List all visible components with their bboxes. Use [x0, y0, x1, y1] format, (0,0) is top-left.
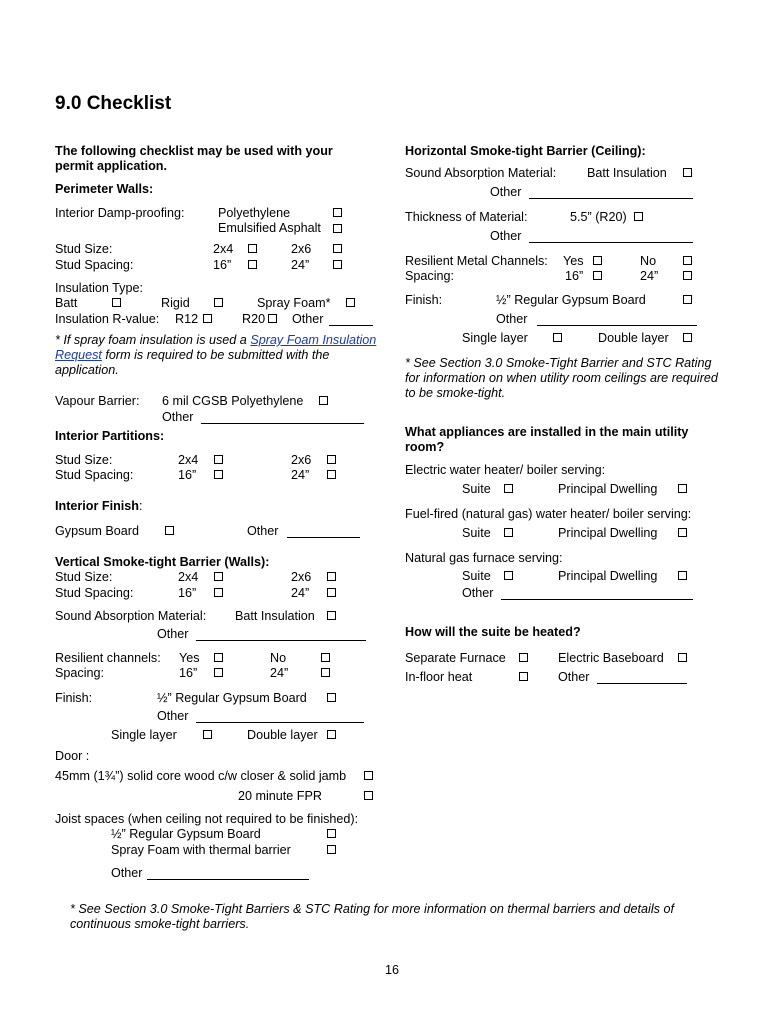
perim-stud-spacing-label: Stud Spacing: — [55, 258, 134, 272]
ceil-24-label: 24” — [640, 269, 659, 283]
perim-16-label: 16” — [213, 258, 232, 272]
perim-24-label: 24” — [291, 258, 310, 272]
vert-r24-label: 24” — [270, 666, 289, 680]
appliances-heading-2: room? — [405, 440, 445, 454]
damp-polyethylene-checkbox[interactable] — [333, 208, 342, 217]
ceil-double-checkbox[interactable] — [683, 333, 692, 342]
vertical-heading: Vertical Smoke-tight Barrier (Walls): — [55, 555, 270, 569]
vert-yes-checkbox[interactable] — [214, 653, 223, 662]
batt-label: Batt — [55, 296, 78, 310]
ceil-other2-field[interactable] — [529, 242, 693, 243]
ceil-other3-field[interactable] — [537, 325, 697, 326]
door-opt2-label: 20 minute FPR — [238, 789, 322, 803]
perim-24-checkbox[interactable] — [333, 260, 342, 269]
vert-batt-checkbox[interactable] — [327, 611, 336, 620]
vert-24-label: 24” — [291, 586, 310, 600]
vert-no-checkbox[interactable] — [321, 653, 330, 662]
vert-other2-label: Other — [157, 709, 189, 723]
ceil-batt-checkbox[interactable] — [683, 168, 692, 177]
vert-finish-label: Finish: — [55, 691, 93, 705]
ceil-double-label: Double layer — [598, 331, 669, 345]
ceil-note-line-1: * See Section 3.0 Smoke-Tight Barrier and STC Rating — [405, 356, 712, 370]
spray-note-line-3: application. — [55, 363, 119, 377]
ceil-batt-label: Batt Insulation — [587, 166, 667, 180]
page-title: 9.0 Checklist — [55, 93, 172, 114]
perim-2x6-checkbox[interactable] — [333, 244, 342, 253]
furnace-principal-label: Principal Dwelling — [558, 569, 658, 583]
r20-label: R20 — [242, 312, 266, 326]
part-2x6-label: 2x6 — [291, 453, 312, 467]
spray-checkbox[interactable] — [346, 298, 355, 307]
electric-principal-checkbox[interactable] — [678, 484, 687, 493]
vert-yes-label: Yes — [179, 651, 200, 665]
joist-opt2-checkbox[interactable] — [327, 845, 336, 854]
page-number: 16 — [385, 963, 400, 977]
furnace-principal-checkbox[interactable] — [678, 571, 687, 580]
vert-single-checkbox[interactable] — [203, 730, 212, 739]
heat-infloor-checkbox[interactable] — [519, 672, 528, 681]
fuel-principal-checkbox[interactable] — [678, 528, 687, 537]
ceil-no-label: No — [640, 254, 657, 268]
ceil-yes-checkbox[interactable] — [593, 256, 602, 265]
damp-label: Interior Damp-proofing: — [55, 206, 185, 220]
ceil-16-label: 16” — [565, 269, 584, 283]
ceil-other2-label: Other — [490, 229, 522, 243]
vert-stud-size-label: Stud Size: — [55, 570, 113, 584]
ceil-thick-label: Thickness of Material: — [405, 210, 528, 224]
vert-no-label: No — [270, 651, 287, 665]
spray-note-line-2 — [55, 348, 329, 363]
perim-2x6-label: 2x6 — [291, 242, 312, 256]
vert-gyp-label: ½” Regular Gypsum Board — [157, 691, 307, 705]
vert-2x4-label: 2x4 — [178, 570, 199, 584]
perim-16-checkbox[interactable] — [248, 260, 257, 269]
heat-other-label: Other — [558, 670, 590, 684]
r20-checkbox[interactable] — [268, 314, 277, 323]
damp-opt1-label: Polyethylene — [218, 206, 291, 220]
furnace-other-label: Other — [462, 586, 494, 600]
ceil-single-checkbox[interactable] — [553, 333, 562, 342]
vert-double-checkbox[interactable] — [327, 730, 336, 739]
intro-line-2: permit application. — [55, 159, 167, 173]
r12-label: R12 — [175, 312, 199, 326]
furnace-other-field[interactable] — [501, 599, 693, 600]
joist-other-label: Other — [111, 866, 143, 880]
furnace-suite-checkbox[interactable] — [504, 571, 513, 580]
finish-heading-colon: : — [138, 499, 143, 513]
ceil-note-line-2: for information on when utility room ceilings are required — [405, 371, 718, 385]
joist-opt1-label: ½” Regular Gypsum Board — [111, 827, 261, 841]
perim-2x4-label: 2x4 — [213, 242, 234, 256]
door-opt2-checkbox[interactable] — [364, 791, 373, 800]
ceil-16-checkbox[interactable] — [593, 271, 602, 280]
perim-stud-size-label: Stud Size: — [55, 242, 113, 256]
part-24-checkbox[interactable] — [327, 470, 336, 479]
ceil-spacing-label: Spacing: — [405, 269, 455, 283]
ceiling-heading: Horizontal Smoke-tight Barrier (Ceiling): — [405, 144, 646, 158]
rvalue-label: Insulation R-value: — [55, 312, 160, 326]
vert-double-label: Double layer — [247, 728, 318, 742]
ins-type-label: Insulation Type: — [55, 281, 143, 295]
vapour-other-label: Other — [162, 410, 194, 424]
damp-opt2-label: Emulsified Asphalt — [218, 221, 321, 235]
furnace-suite-label: Suite — [462, 569, 491, 583]
batt-checkbox[interactable] — [112, 298, 121, 307]
appliances-heading-1: What appliances are installed in the main utility — [405, 425, 689, 439]
vapour-other-field[interactable] — [201, 423, 364, 424]
ceil-gyp-checkbox[interactable] — [683, 295, 692, 304]
heat-infloor-label: In-floor heat — [405, 670, 473, 684]
ceil-finish-label: Finish: — [405, 293, 443, 307]
electric-suite-label: Suite — [462, 482, 491, 496]
heating-heading: How will the suite be heated? — [405, 625, 581, 639]
rvalue-other-label: Other — [292, 312, 324, 326]
part-2x4-label: 2x4 — [178, 453, 199, 467]
furnace-label: Natural gas furnace serving: — [405, 551, 563, 565]
spray-note-text-a: * If spray foam insulation is used a — [55, 333, 251, 347]
spray-label: Spray Foam* — [257, 296, 331, 310]
joist-opt1-checkbox[interactable] — [327, 829, 336, 838]
vert-other2-field[interactable] — [196, 722, 364, 723]
vert-gyp-checkbox[interactable] — [327, 693, 336, 702]
vert-sound-label: Sound Absorption Material: — [55, 609, 207, 623]
vert-other1-label: Other — [157, 627, 189, 641]
part-stud-spacing-label: Stud Spacing: — [55, 468, 134, 482]
vert-batt-label: Batt Insulation — [235, 609, 315, 623]
ceil-thick-checkbox[interactable] — [634, 212, 643, 221]
vapour-label: Vapour Barrier: — [55, 394, 140, 408]
damp-asphalt-checkbox[interactable] — [333, 224, 342, 233]
vert-24-checkbox[interactable] — [327, 588, 336, 597]
footnote-line-2: continuous smoke-tight barriers. — [70, 917, 250, 931]
part-16-checkbox[interactable] — [214, 470, 223, 479]
heat-separate-label: Separate Furnace — [405, 651, 506, 665]
part-2x4-checkbox[interactable] — [214, 455, 223, 464]
door-opt1-checkbox[interactable] — [364, 771, 373, 780]
fuel-principal-label: Principal Dwelling — [558, 526, 658, 540]
vert-2x6-checkbox[interactable] — [327, 572, 336, 581]
joist-label: Joist spaces (when ceiling not required to be finished): — [55, 812, 359, 826]
ceil-note-line-3: to be smoke-tight. — [405, 386, 506, 400]
heat-separate-checkbox[interactable] — [519, 653, 528, 662]
electric-suite-checkbox[interactable] — [504, 484, 513, 493]
vapour-opt-label: 6 mil CGSB Polyethylene — [162, 394, 304, 408]
finish-gypsum-label: Gypsum Board — [55, 524, 139, 538]
electric-principal-label: Principal Dwelling — [558, 482, 658, 496]
joist-other-field[interactable] — [147, 879, 309, 880]
ceil-other1-label: Other — [490, 185, 522, 199]
door-opt1-label: 45mm (1¾”) solid core wood c/w closer & solid jamb — [55, 769, 347, 783]
ceil-single-label: Single layer — [462, 331, 528, 345]
vert-r16-label: 16” — [179, 666, 198, 680]
vert-r24-checkbox[interactable] — [321, 668, 330, 677]
finish-heading — [55, 499, 142, 514]
rigid-label: Rigid — [161, 296, 190, 310]
partitions-heading: Interior Partitions: — [55, 429, 165, 443]
vert-res-label: Resilient channels: — [55, 651, 161, 665]
spray-note-text-b: form is required to be submitted with the — [101, 348, 330, 362]
r12-checkbox[interactable] — [203, 314, 212, 323]
finish-other-field[interactable] — [287, 537, 360, 538]
ceil-gyp-label: ½” Regular Gypsum Board — [496, 293, 646, 307]
part-2x6-checkbox[interactable] — [327, 455, 336, 464]
vert-16-label: 16” — [178, 586, 197, 600]
finish-gypsum-checkbox[interactable] — [165, 526, 174, 535]
spray-foam-request-link[interactable]: Spray Foam Insulation — [250, 333, 377, 347]
rigid-checkbox[interactable] — [214, 298, 223, 307]
vert-2x4-checkbox[interactable] — [214, 572, 223, 581]
part-24-label: 24” — [291, 468, 310, 482]
ceil-res-label: Resilient Metal Channels: — [405, 254, 548, 268]
ceil-sound-label: Sound Absorption Material: — [405, 166, 557, 180]
intro-line-1: The following checklist may be used with your — [55, 144, 333, 158]
vapour-checkbox[interactable] — [319, 396, 328, 405]
part-16-label: 16” — [178, 468, 197, 482]
vert-single-label: Single layer — [111, 728, 177, 742]
fuel-suite-checkbox[interactable] — [504, 528, 513, 537]
spray-note-line-1 — [55, 333, 376, 348]
rvalue-other-field[interactable] — [329, 325, 373, 326]
ceil-thick-val: 5.5” (R20) — [570, 210, 627, 224]
vert-spacing-label: Spacing: — [55, 666, 105, 680]
vert-2x6-label: 2x6 — [291, 570, 312, 584]
ceil-no-checkbox[interactable] — [683, 256, 692, 265]
ceil-other3-label: Other — [496, 312, 528, 326]
perim-2x4-checkbox[interactable] — [248, 244, 257, 253]
fuel-suite-label: Suite — [462, 526, 491, 540]
ceil-24-checkbox[interactable] — [683, 271, 692, 280]
door-label: Door : — [55, 749, 90, 763]
vert-16-checkbox[interactable] — [214, 588, 223, 597]
vert-r16-checkbox[interactable] — [214, 668, 223, 677]
heat-baseboard-label: Electric Baseboard — [558, 651, 664, 665]
heat-baseboard-checkbox[interactable] — [678, 653, 687, 662]
finish-other-label: Other — [247, 524, 279, 538]
electric-label: Electric water heater/ boiler serving: — [405, 463, 606, 477]
joist-opt2-label: Spray Foam with thermal barrier — [111, 843, 291, 857]
ceil-yes-label: Yes — [563, 254, 584, 268]
vert-other1-field[interactable] — [196, 640, 366, 641]
perimeter-heading: Perimeter Walls: — [55, 182, 154, 196]
heat-other-field[interactable] — [597, 683, 687, 684]
finish-heading-text: Interior Finish — [55, 499, 139, 513]
footnote-line-1: * See Section 3.0 Smoke-Tight Barriers & STC Rating for more information on thermal barriers and details of — [70, 902, 674, 916]
fuel-label: Fuel-fired (natural gas) water heater/ boiler serving: — [405, 507, 692, 521]
ceil-other1-field[interactable] — [529, 198, 693, 199]
spray-foam-request-link-2[interactable]: Request — [55, 348, 102, 362]
part-stud-size-label: Stud Size: — [55, 453, 113, 467]
vert-stud-spacing-label: Stud Spacing: — [55, 586, 134, 600]
